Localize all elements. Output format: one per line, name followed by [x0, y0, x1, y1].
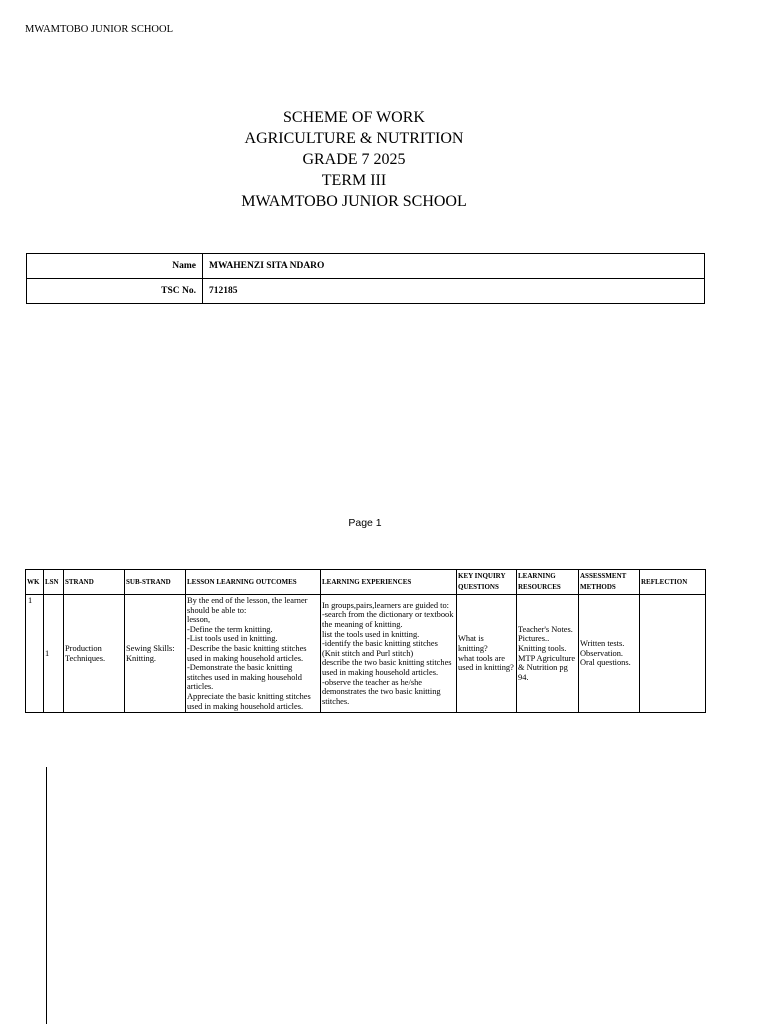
title-line-3: GRADE 7 2025	[302, 151, 406, 168]
cell-strand: Production Techniques.	[64, 595, 125, 713]
cell-assessment: Written tests. Observation. Oral questions.	[579, 595, 640, 713]
cell-questions: What is knitting? what tools are used in knitting?	[457, 595, 517, 713]
table-row	[26, 595, 706, 713]
title-line-2: AGRICULTURE & NUTRITION	[244, 130, 464, 147]
tsc-value: 712185	[203, 279, 705, 304]
header-outcomes: LESSON LEARNING OUTCOMES	[186, 570, 321, 595]
scheme-of-work-table	[25, 569, 706, 713]
cell-lsn: 1	[44, 595, 64, 713]
header-sub-strand: SUB-STRAND	[125, 570, 186, 595]
header-resources: LEARNING RESOURCES	[517, 570, 579, 595]
header-experiences: LEARNING EXPERIENCES	[321, 570, 457, 595]
tsc-row	[27, 279, 705, 304]
header-assessment: ASSESSMENT METHODS	[579, 570, 640, 595]
tsc-label: TSC No.	[27, 279, 203, 304]
table-header-row	[26, 570, 706, 595]
name-row	[27, 254, 705, 279]
cell-experiences: In groups,pairs,learners are guided to: -search from the dictionary or textbook the meaning of knitting. list the tools used in knitting. -identify the basic knitting stitches (Knit stitch and Purl stitch) describe the two basic knitting stitches used in making household articles. -observe the teacher as he/she demonstrates the two basic knitting stitches.	[321, 595, 457, 713]
cell-resources: Teacher's Notes. Pictures.. Knitting tools. MTP Agriculture & Nutrition pg 94.	[517, 595, 579, 713]
header-strand: STRAND	[64, 570, 125, 595]
header-questions: KEY INQUIRY QUESTIONS	[457, 570, 517, 595]
document-title	[0, 107, 708, 212]
teacher-info-table	[26, 253, 705, 304]
school-header: MWAMTOBO JUNIOR SCHOOL	[25, 24, 173, 35]
cell-wk: 1	[26, 595, 44, 713]
page-number: Page 1	[348, 517, 382, 529]
header-reflection: REFLECTION	[640, 570, 706, 595]
title-line-4: TERM III	[321, 172, 387, 189]
continuation-rule	[46, 767, 47, 1024]
name-label: Name	[27, 254, 203, 279]
cell-sub-strand: Sewing Skills: Knitting.	[125, 595, 186, 713]
cell-reflection	[640, 595, 706, 713]
header-lsn: LSN	[44, 570, 64, 595]
header-wk: WK	[26, 570, 44, 595]
name-value: MWAHENZI SITA NDARO	[203, 254, 705, 279]
title-line-1: SCHEME OF WORK	[283, 109, 425, 126]
title-line-5: MWAMTOBO JUNIOR SCHOOL	[241, 193, 467, 210]
cell-outcomes: By the end of the lesson, the learner should be able to: lesson, -Define the term knitting. -List tools used in knitting. -Describe the basic knitting stitches used in making household articles. -Demonstrate the basic knitting stitches used in making household articles. Appreciate the basic knitting stitches used in making household articles.	[186, 595, 321, 713]
